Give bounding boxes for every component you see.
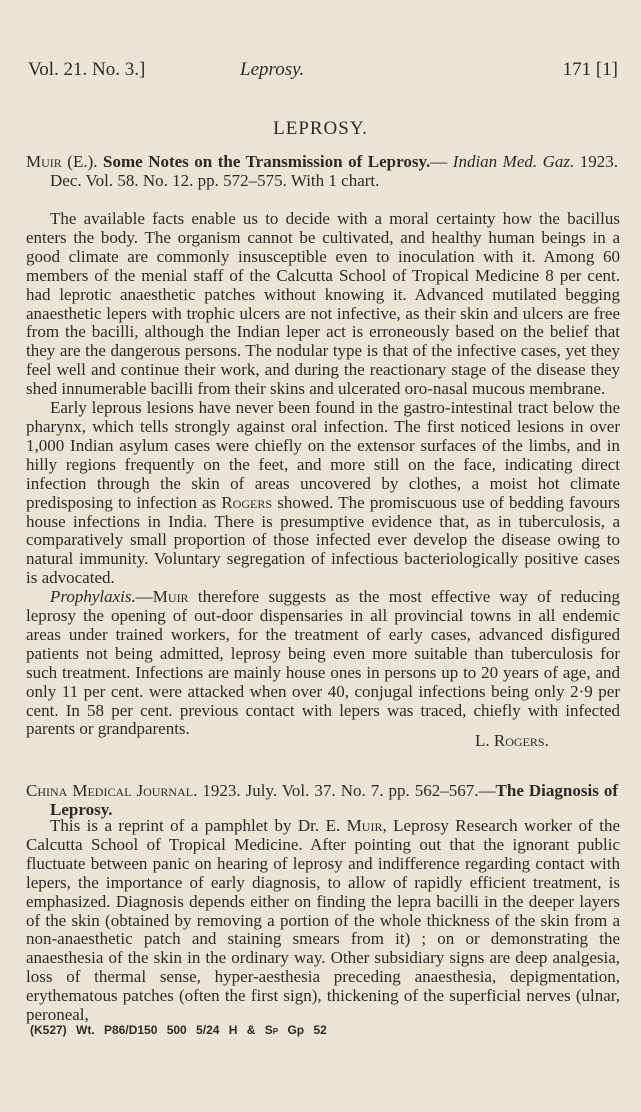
article1-paragraph-3	[26, 588, 620, 739]
article1-body	[26, 210, 620, 739]
article1-p3-author: Muir	[152, 587, 189, 607]
article1-citation: 1923. Dec. Vol. 58. No. 12. pp. 572–575. With 1 chart.	[50, 152, 619, 190]
running-header	[28, 55, 618, 85]
article2-title: The Diagnosis of Leprosy.	[50, 781, 618, 819]
volume-number: Vol. 21. No. 3.]	[28, 59, 146, 80]
article1-paragraph-2	[26, 399, 620, 588]
prophylaxis-label: Prophylaxis.	[50, 587, 136, 607]
article2-paragraph-1	[26, 817, 620, 1025]
signature-initial: L.	[475, 731, 494, 750]
article2-p1-author: Muir	[346, 816, 383, 835]
article1-p3-text: therefore suggests as the most effective way of reducing leprosy the opening of out-door dispensaries in all provincial towns in all endemic areas under trained workers, for the treatment of early cases, advanced disfigured patients not being admitted, leprosy being even more suitable than tuberculosis for such treatment. Infections are mainly house ones in persons up to 20 years of age, and only 11 per cent. were attacked when over 40, conjugal infections being only 2·9 per cent. In 58 per cent. previous contact with lepers was traced, chiefly with infected parents or grandparents.	[26, 587, 620, 739]
article1-journal: Indian Med. Gaz.	[452, 152, 575, 171]
article1-paragraph-1: The available facts enable us to decide with a moral certainty how the bacillus enters the body. The organism cannot be cultivated, and healthy human beings in a good climate are commonly insusceptible even to inoculation with it. Among 60 members of the menial staff of the Calcutta School of Tropical Medicine 8 per cent. had leprotic anaesthetic patches without knowing it. Advanced mutilated begging anaesthetic lepers with trophic ulcers are not infective, as their skin and ulcers are free from the bacilli, although the Indian leper act is erroneously based on the belief that they are the dangerous persons. The nodular type is that of the infective cases, yet they feel well and continue their work, and during the reactionary stage of the disease they shed innumerable bacilli from their skins and ulcerated oro-nasal mucous membrane.	[26, 209, 620, 399]
article2-p1-end: , Leprosy Research worker of the Calcutta School of Tropical Medicine. After pointing out that the ignorant public fluctuate between panic on hearing of leprosy and indifference regarding contact with lepers, the importance of early diagnosis, to allow of rapidly efficient treatment, is emphasized. Diagnosis depends either on finding the lepra bacilli in the deeper layers of the skin (obtained by removing a portion of the whole thickness of the skin from a non-anaesthetic patch and staining smears from it) ; on or demonstrating the anaesthesia of the skin in the ordinary way. Other subsidiary signs are deep analgesia, loss of thermal sense, hyper-aesthesia preceding anaesthesia, depigmentation, erythematous patches (often the first sign), thickening of the superficial nerves (ulnar, peroneal,	[26, 816, 620, 1025]
article1-dash: —	[430, 152, 453, 171]
footer-text: (K527) Wt. P86/D150 500 5/24 H & S	[30, 1023, 273, 1037]
article2-journal: China Medical Journal.	[26, 781, 198, 800]
article1-p2-end: showed. The promiscuous use of bedding favours house infections in India. There is presumptive evidence that, as in tuberculosis, a comparatively small proportion of those infected ever develop the disease owing to natural immunity. Voluntary segregation of infectious bacteriologically positive cases is advocated.	[26, 492, 620, 588]
article1-p3-dash: —	[135, 587, 153, 607]
article2-citation: 1923. July. Vol. 37. No. 7. pp. 562–567.	[197, 781, 479, 800]
article1-reference	[26, 152, 618, 190]
article2-dash: —	[478, 781, 496, 800]
page-number: 171 [1]	[562, 59, 618, 80]
article2-body	[26, 817, 620, 1025]
article1-p2-start: Early leprous lesions have never been found in the gastro-intestinal tract below the pharynx, which tells strongly against oral infection. The first noticed lesions in over 1,000 Indian asylum cases were chiefly on the extensor surfaces of the limbs, and in hilly regions frequently on the feet, and more still on the face, indicating direct infection through the skin of areas uncovered by clothes, a moist hot climate predisposing to infection as	[26, 398, 620, 512]
footer-group: Gp 52	[278, 1023, 327, 1037]
article2-reference	[26, 781, 618, 819]
signature-name: Rogers.	[493, 731, 549, 750]
article2-p1-start: This is a reprint of a pamphlet by Dr. E.	[50, 816, 347, 835]
article1-author: Muir	[26, 152, 62, 171]
footer-p: p	[272, 1023, 279, 1037]
reviewer-signature	[475, 731, 549, 751]
article1-title: Some Notes on the Transmission of Leprosy.	[103, 152, 431, 171]
article1-p2-author: Rogers	[221, 492, 273, 512]
article1-author-initial: (E.).	[61, 152, 98, 171]
printer-footer	[30, 1023, 327, 1037]
section-title: LEPROSY.	[273, 118, 368, 139]
running-title: Leprosy.	[240, 59, 305, 80]
